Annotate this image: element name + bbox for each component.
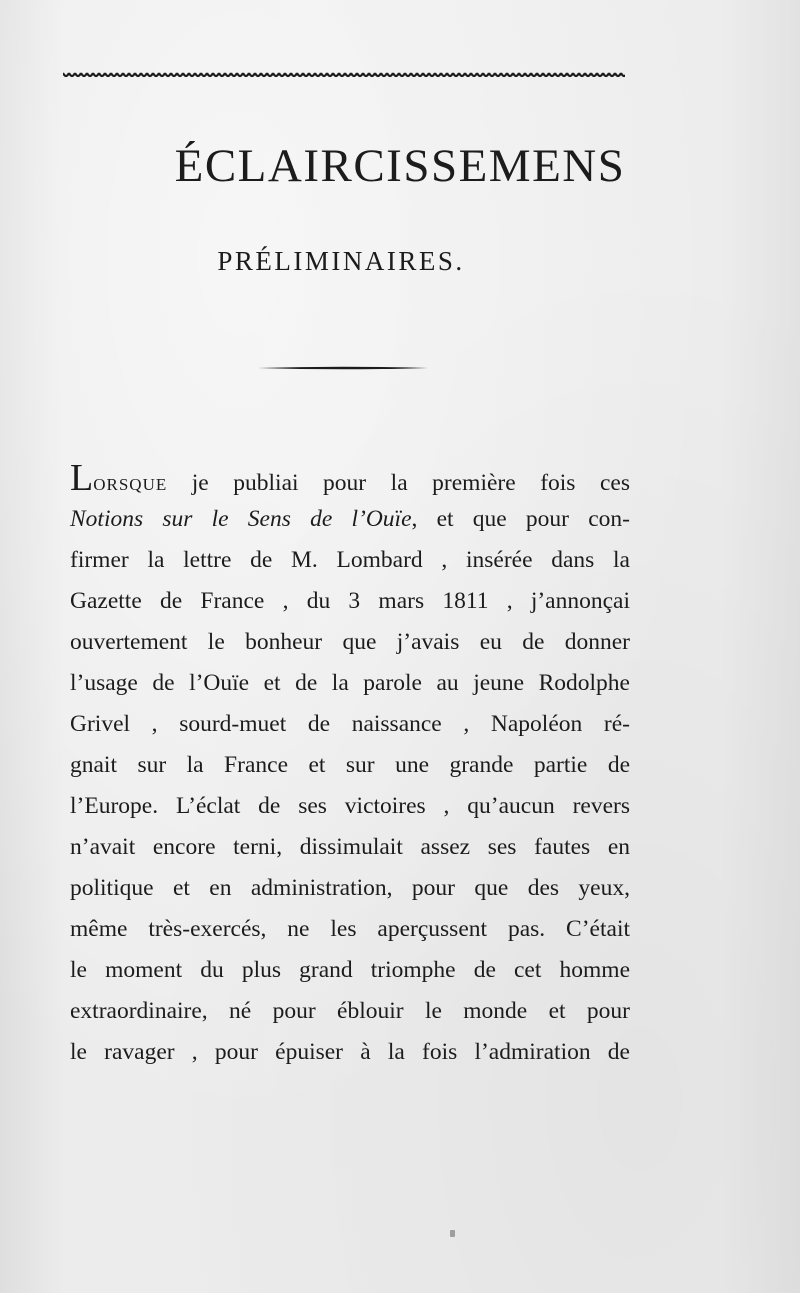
text-line-rest: , et que pour con-	[411, 506, 630, 532]
text-line: Grivel , sourd-muet de naissance , Napoléon ré-	[70, 711, 630, 737]
ornamental-rule	[63, 69, 625, 81]
text-line	[70, 458, 630, 499]
body-paragraph	[70, 458, 630, 1073]
section-divider	[258, 366, 428, 370]
text-line: ouvertement le bonheur que j’avais eu de donner	[70, 629, 630, 655]
page-title: ÉCLAIRCISSEMENS	[174, 140, 626, 192]
text-line	[70, 499, 630, 540]
small-caps-word: ORSQUE	[93, 475, 168, 494]
text-line: l’Europe. L’éclat de ses victoires , qu’aucun revers	[70, 793, 630, 819]
text-line: politique et en administration, pour que des yeux,	[70, 875, 630, 901]
text-line: le ravager , pour épuiser à la fois l’admiration de	[70, 1039, 630, 1065]
text-line: l’usage de l’Ouïe et de la parole au jeune Rodolphe	[70, 670, 630, 696]
text-line: gnait sur la France et sur une grande partie de	[70, 752, 630, 778]
page-subtitle: PRÉLIMINAIRES.	[217, 246, 465, 276]
drop-cap: L	[70, 457, 94, 499]
text-line: n’avait encore terni, dissimulait assez ses fautes en	[70, 834, 630, 860]
text-line: Gazette de France , du 3 mars 1811 , j’annonçai	[70, 588, 630, 614]
text-line-rest: je publiai pour la première fois ces	[167, 470, 630, 496]
text-line: même très-exercés, ne les aperçussent pas. C’était	[70, 916, 630, 942]
text-line: le moment du plus grand triomphe de cet homme	[70, 957, 630, 983]
text-line: firmer la lettre de M. Lombard , insérée dans la	[70, 547, 630, 573]
text-line: extraordinaire, né pour éblouir le monde et pour	[70, 998, 630, 1024]
italic-title: Notions sur le Sens de l’Ouïe	[70, 506, 412, 532]
ink-speck	[450, 1230, 455, 1237]
